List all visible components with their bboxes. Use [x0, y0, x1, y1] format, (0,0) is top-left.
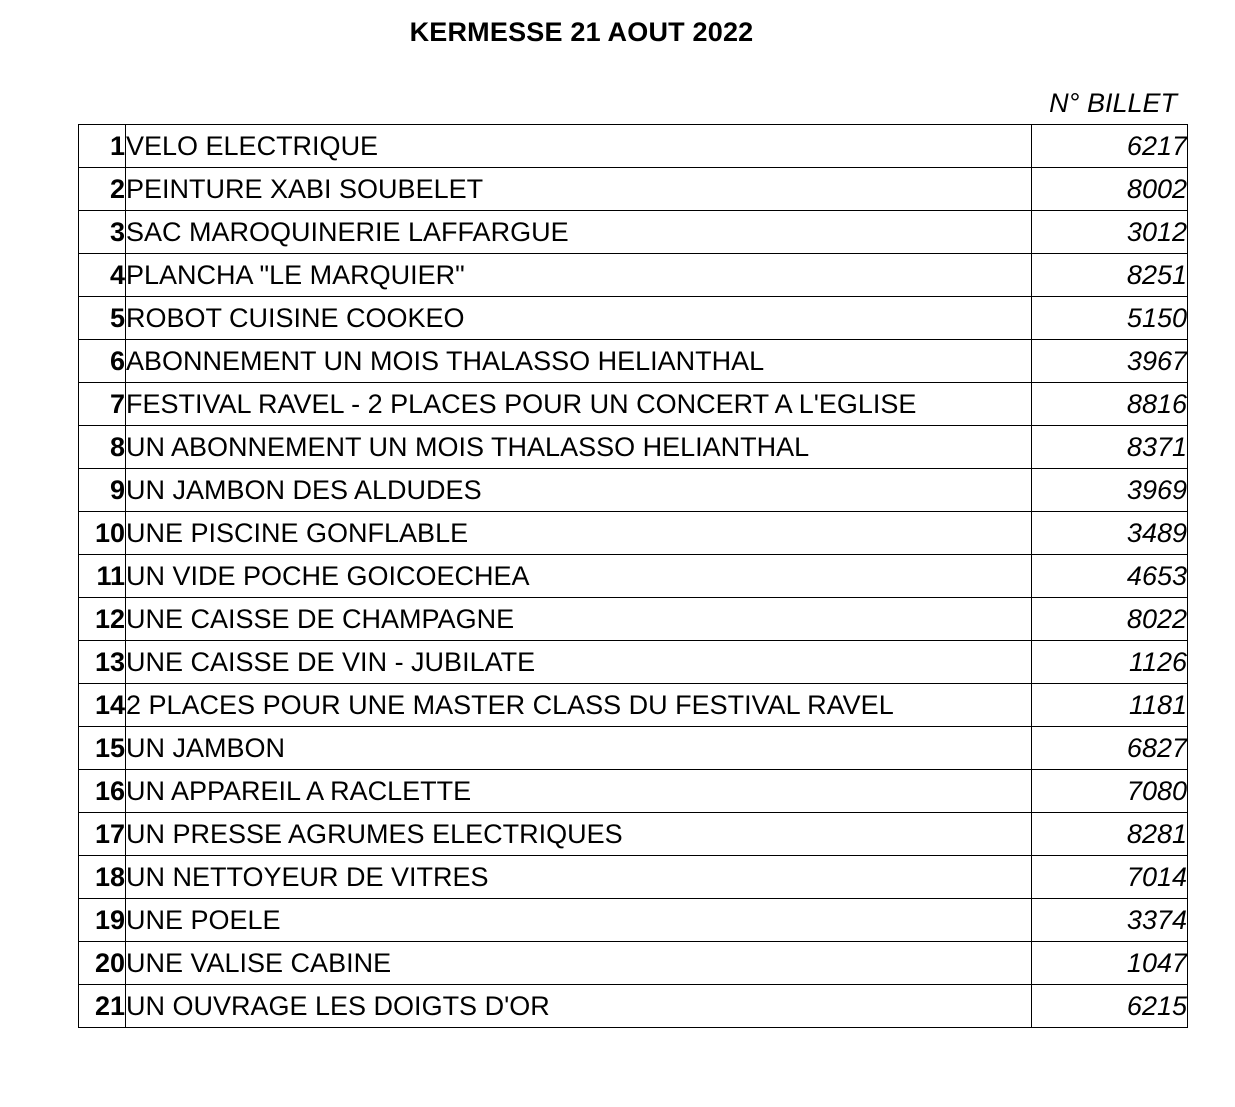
lot-description: UN JAMBON DES ALDUDES: [126, 469, 1032, 512]
table-row: [79, 168, 1188, 211]
lot-number: 11: [79, 555, 126, 598]
ticket-number: 3967: [1032, 340, 1188, 383]
table-row: [79, 985, 1188, 1028]
table-row: [79, 512, 1188, 555]
table-row: [79, 297, 1188, 340]
table-row: [79, 555, 1188, 598]
table-row: [79, 125, 1188, 168]
lot-description: 2 PLACES POUR UNE MASTER CLASS DU FESTIVAL RAVEL: [126, 684, 1032, 727]
lot-number: 1: [79, 125, 126, 168]
table-row: [79, 383, 1188, 426]
lot-description: UN ABONNEMENT UN MOIS THALASSO HELIANTHAL: [126, 426, 1032, 469]
ticket-number: 8022: [1032, 598, 1188, 641]
table-row: [79, 254, 1188, 297]
ticket-number: 5150: [1032, 297, 1188, 340]
ticket-number: 6827: [1032, 727, 1188, 770]
lot-description: UN JAMBON: [126, 727, 1032, 770]
ticket-number: 8281: [1032, 813, 1188, 856]
lot-number: 3: [79, 211, 126, 254]
lot-number: 4: [79, 254, 126, 297]
ticket-number: 8251: [1032, 254, 1188, 297]
lot-description: UNE CAISSE DE CHAMPAGNE: [126, 598, 1032, 641]
lot-description: UNE PISCINE GONFLABLE: [126, 512, 1032, 555]
table-row: [79, 211, 1188, 254]
lot-number: 20: [79, 942, 126, 985]
lot-number: 13: [79, 641, 126, 684]
page-title: KERMESSE 21 AOUT 2022: [409, 17, 754, 47]
table-row: [79, 340, 1188, 383]
ticket-number: 8002: [1032, 168, 1188, 211]
prize-table-body: [79, 125, 1188, 1028]
ticket-number: 1126: [1032, 641, 1188, 684]
table-row: [79, 813, 1188, 856]
lot-number: 10: [79, 512, 126, 555]
lot-number: 15: [79, 727, 126, 770]
table-row: [79, 426, 1188, 469]
ticket-number: 3969: [1032, 469, 1188, 512]
lot-description: UN APPAREIL A RACLETTE: [126, 770, 1032, 813]
lot-number: 7: [79, 383, 126, 426]
ticket-column-header: N° BILLET: [1049, 88, 1177, 118]
lot-number: 19: [79, 899, 126, 942]
table-row: [79, 942, 1188, 985]
lot-number: 2: [79, 168, 126, 211]
ticket-number: 3012: [1032, 211, 1188, 254]
lot-description: UNE VALISE CABINE: [126, 942, 1032, 985]
lot-number: 12: [79, 598, 126, 641]
table-row: [79, 469, 1188, 512]
lot-description: UN OUVRAGE LES DOIGTS D'OR: [126, 985, 1032, 1028]
lot-number: 18: [79, 856, 126, 899]
lot-description: PLANCHA "LE MARQUIER": [126, 254, 1032, 297]
ticket-number: 3489: [1032, 512, 1188, 555]
lot-description: ABONNEMENT UN MOIS THALASSO HELIANTHAL: [126, 340, 1032, 383]
ticket-number: 1181: [1032, 684, 1188, 727]
lot-description: UN PRESSE AGRUMES ELECTRIQUES: [126, 813, 1032, 856]
table-row: [79, 899, 1188, 942]
table-row: [79, 598, 1188, 641]
lot-description: UNE CAISSE DE VIN - JUBILATE: [126, 641, 1032, 684]
ticket-number: 3374: [1032, 899, 1188, 942]
lot-number: 9: [79, 469, 126, 512]
lot-number: 8: [79, 426, 126, 469]
lot-description: UN VIDE POCHE GOICOECHEA: [126, 555, 1032, 598]
ticket-number: 8816: [1032, 383, 1188, 426]
ticket-number: 6215: [1032, 985, 1188, 1028]
prize-table: [78, 124, 1188, 1028]
lot-number: 5: [79, 297, 126, 340]
lot-description: UN NETTOYEUR DE VITRES: [126, 856, 1032, 899]
table-row: [79, 770, 1188, 813]
lot-number: 6: [79, 340, 126, 383]
ticket-number: 8371: [1032, 426, 1188, 469]
lot-number: 16: [79, 770, 126, 813]
ticket-number: 6217: [1032, 125, 1188, 168]
table-row: [79, 856, 1188, 899]
table-row: [79, 684, 1188, 727]
table-row: [79, 641, 1188, 684]
ticket-number: 4653: [1032, 555, 1188, 598]
lot-description: ROBOT CUISINE COOKEO: [126, 297, 1032, 340]
lot-number: 21: [79, 985, 126, 1028]
lot-number: 17: [79, 813, 126, 856]
lot-description: VELO ELECTRIQUE: [126, 125, 1032, 168]
ticket-number: 1047: [1032, 942, 1188, 985]
ticket-number: 7014: [1032, 856, 1188, 899]
lot-description: UNE POELE: [126, 899, 1032, 942]
lot-number: 14: [79, 684, 126, 727]
lot-description: PEINTURE XABI SOUBELET: [126, 168, 1032, 211]
lot-description: SAC MAROQUINERIE LAFFARGUE: [126, 211, 1032, 254]
lot-description: FESTIVAL RAVEL - 2 PLACES POUR UN CONCERT A L'EGLISE: [126, 383, 1032, 426]
table-row: [79, 727, 1188, 770]
ticket-number: 7080: [1032, 770, 1188, 813]
